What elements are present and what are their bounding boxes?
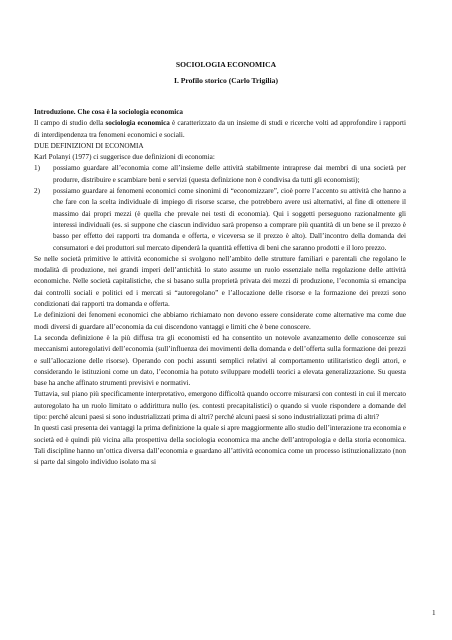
document-body xyxy=(34,107,406,469)
definition-item-2-number: 2) xyxy=(34,187,40,196)
intro-heading: Introduzione. Che cosa è la sociologia economica xyxy=(34,108,183,116)
page-number: 1 xyxy=(432,609,436,617)
definition-item-2-text: possiamo guardare ai fenomeni economici come sinonimi di “economizzare”, cioè porre l’accento su attività che hanno a che fare con la scelta individuale di impiego di risorse scarse, che potrebbero avere usi alternativi, al fine di ottenere il massimo dai propri mezzi (è quella che prevale nei testi di economia). Qui i soggetti perseguono razionalmente gli interessi individuali (es. si suppone che ciascun individuo sarà propenso a comprare più quantità di un bene se il prezzo è basso per effetto dei rapporti tra domanda e offerta, e viceversa se il prezzo è alto). Dall’incontro della domanda dei consumatori e dei produttori sul mercato dipenderà la quantità effettiva di beni che saranno prodotti e il loro prezzo. xyxy=(53,187,406,252)
definition-item-1-number: 1) xyxy=(34,164,40,173)
paragraph-limits: Tuttavia, sul piano più specificamente interpretativo, emergono difficoltà quando occorre misurarsi con contesti in cui il mercato autoregolato ha un ruolo limitato o addirittura nullo (es. contesti precapitalistici) o quando si vuole rispondere a domande del tipo: perché alcuni paesi si sono industrializzati prima di altri? perché alcuni paesi si sono industrializzati prima di altri? xyxy=(34,390,406,422)
definition-item-1-text: possiamo guardare all’economia come all’insieme delle attività stabilmente intraprese dai membri di una società per produrre, distribuire e scambiare beni e servizi (questa definizione non è condivisa da tutti gli economisti); xyxy=(53,164,406,184)
definition-item-2 xyxy=(34,186,406,254)
paragraph-intro-text-cont: è caratterizzato da un insieme di studi e ricerche volti ad approfondire i rapporti di interdipendenza tra fenomeni economici e sociali. xyxy=(34,119,406,139)
definitions-heading: DUE DEFINIZIONI DI ECONOMIA xyxy=(34,141,144,150)
paragraph-second-definition: La seconda definizione è la più diffusa tra gli economisti ed ha consentito un notevole avanzamento delle conoscenze sui meccanismi autoregolativi dell’economia (sull’influenza dei movimenti della domanda e dell’offerta sulla formazione dei prezzi e sull’allocazione delle risorse). Operando con pochi assunti semplici relativi al comportamento utilitaristico degli attori, e considerando le istituzioni come un dato, l’economia ha potuto sviluppare modelli teorici a elevata generalizzazione. Su questa base ha anche affinato strumenti previsivi e normativi. xyxy=(34,333,406,388)
paragraph-intro xyxy=(34,118,406,141)
keyword-sociologia-economica: sociologia economica xyxy=(105,119,170,128)
paragraph-polanyi: Karl Polanyi (1977) ci suggerisce due definizioni di economia: xyxy=(34,153,215,162)
paragraph-first-definition: In questi casi presenta dei vantaggi la prima definizione la quale si apre maggiormente allo studio dell’interazione tra economia e società ed è quindi più vicina alla prospettiva della sociologia economica ma anche dell’antropologia e della storia economica. Tali discipline hanno un’ottica diversa dall’economia e guardano all’attività economica come un processo istituzionalizzato (non si parte dal singolo individuo isolato ma si xyxy=(34,424,406,467)
document-subtitle: I. Profilo storico (Carlo Trigilia) xyxy=(174,76,278,85)
definition-item-1 xyxy=(34,163,406,186)
document-title: SOCIOLOGIA ECONOMICA xyxy=(175,60,277,69)
paragraph-societies: Se nelle società primitive le attività economiche si svolgono nell’ambito delle strutture familiari e parentali che regolano le modalità di produzione, nei grandi imperi dell’antichità lo stato assume un ruolo essenziale nella regolazione delle attività economiche. Nelle società capitalistiche, che si basano sulla proprietà privata dei mezzi di produzione, l’economia si emancipa dai controlli sociali e politici ed i mercati si “autoregolano” e l’allocazione delle risorse e la formazione dei prezzi sono condizionati dai rapporti tra domanda e offerta. xyxy=(34,254,406,309)
paragraph-definitions-compared: Le definizioni dei fenomeni economici che abbiamo richiamato non devono essere considerate come alternative ma come due modi diversi di guardare all’economia da cui discendono vantaggi e limiti che è bene conoscere. xyxy=(34,311,406,331)
paragraph-intro-text: Il campo di studio della xyxy=(34,119,106,128)
